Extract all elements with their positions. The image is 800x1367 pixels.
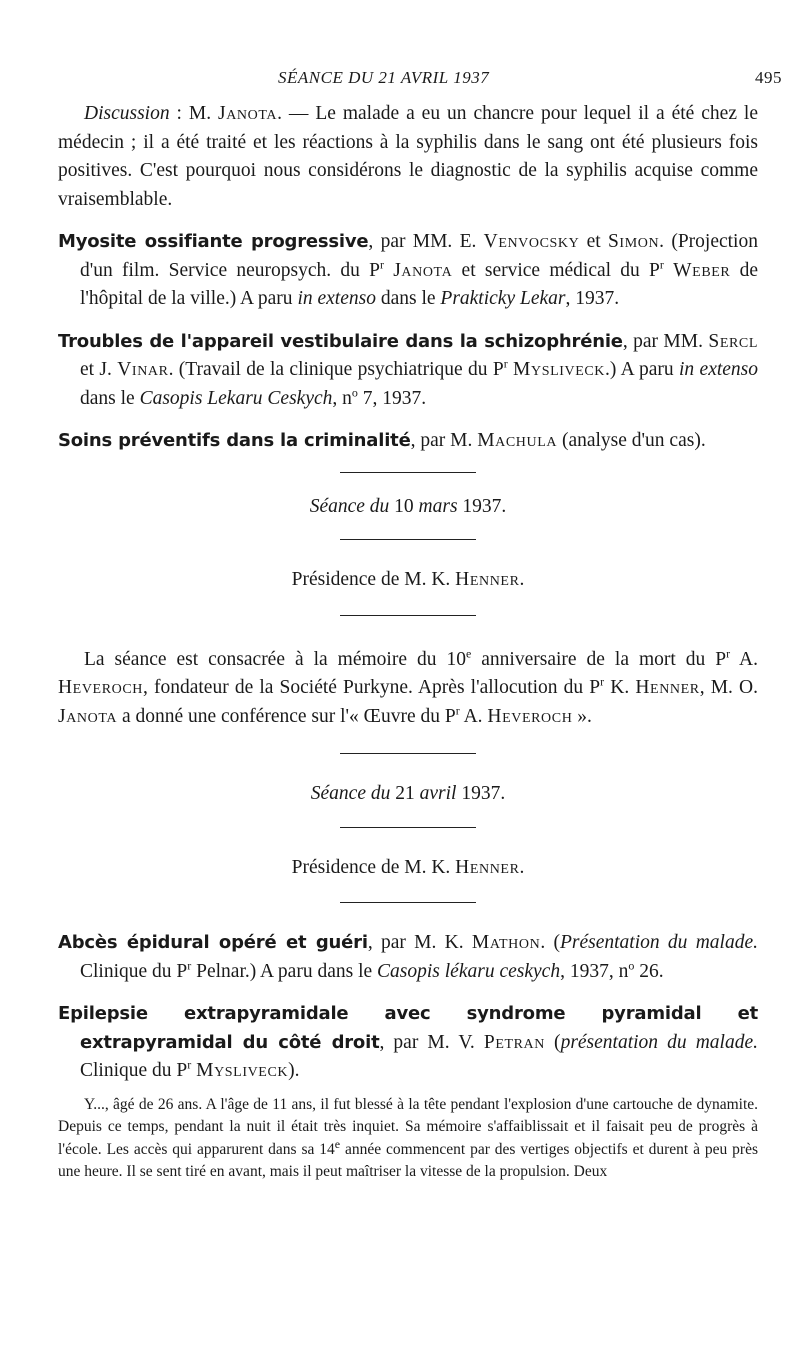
text-run: . (Travail de la clinique psychiatrique du P [168,359,504,380]
author-name: Janota [218,103,278,124]
communication-entry [58,427,758,456]
session-day: 10 [389,495,419,517]
italic-text: présentation du malade. [560,1031,758,1053]
text-run: , par MM. [622,330,709,352]
communication-entry [58,328,758,414]
superscript: r [726,646,731,660]
text-run: , fondateur de la Société Purkyne. Après l'allocution du P [143,677,601,698]
author-name: Vinar [117,359,169,380]
text-run: La séance est consacrée à la mémoire du 10 [84,648,466,670]
superscript: r [187,1057,192,1072]
text-run: , par M. K. [367,932,472,953]
text-run: : M. [169,103,219,124]
text-run: , M. O. [699,677,759,698]
text-run: , 1937. [565,288,620,309]
section-rule [340,472,476,473]
text-run: ». [572,705,592,727]
session-year: 1937. [456,783,506,804]
session-month: avril [419,783,457,804]
text-run: . [519,856,525,878]
superscript: r [503,356,508,371]
italic-text: in extenso [297,288,376,309]
text-run: A. [730,648,758,670]
text-run: , par M. [410,430,478,451]
superscript: e [465,646,472,660]
author-name: Mysliveck [196,1060,289,1081]
text-run: ( [544,1031,561,1053]
communication-title: Troubles de l'appareil vestibulaire dans la schizophrénie [58,330,623,352]
author-name: Janota [393,259,453,281]
author-name: Mysliveck [513,359,606,380]
text-run: a donné une conférence sur l'« Œuvre du P [117,705,456,727]
superscript: r [187,958,192,972]
text-run: année commencent par des vertiges objectifs et durent à peu près une heure. Il se sent tiré en avant, mais il peut maîtriser la vitesse de la propulsion. Deux [58,1140,759,1180]
presidence-line [58,854,758,883]
communication-title: Epilepsie extrapyramidale avec syndrome pyramidal et extrapyramidal du côté droit [58,1003,758,1053]
superscript: r [600,674,605,689]
president-name: Henner [455,569,520,590]
section-rule [340,539,476,540]
section-rule [340,615,476,616]
communication-entry [58,228,758,314]
author-name: Heveroch [487,705,573,727]
italic-text: Présentation du malade. [559,932,758,953]
running-title: SÉANCE DU 21 AVRIL 1937 [278,68,490,87]
memorial-paragraph [58,646,758,732]
section-rule [340,827,476,828]
text-run: , 1937, n [560,960,629,982]
text-run: et J. [80,359,118,380]
communication-entry [58,1000,758,1086]
page-number: 495 [755,68,782,87]
running-head [0,62,800,92]
discussion-text: . — Le malade a eu un chancre pour lequel il a été chez le médecin ; il a été traité et les réactions à la syphilis dans le sang ont été plusieurs fois positives. C'est pourquoi nous considérons le diagnostic de la syphilis acquise comme vraisemblable. [58,103,758,210]
page-content [58,100,758,1184]
communication-title: Soins préventifs dans la criminalité [58,430,411,451]
author-name: Sercl [708,330,759,352]
text-run: 7, 1937. [357,387,427,409]
text-run: anniversaire de la mort du P [471,648,727,670]
communication-title: Abcès épidural opéré et guéri [58,932,368,953]
author-name: Heveroch [58,677,143,698]
communication-title: Myosite ossifiante progressive [58,231,369,252]
text-run: Présidence de M. K. [291,569,456,590]
text-run: Pelnar.) A paru dans le [191,960,378,982]
discussion-paragraph [58,100,758,214]
presidence-line [58,566,758,595]
text-run: dans le [375,288,441,309]
author-name: Henner [635,677,700,698]
author-name: Venvocsky [483,231,580,252]
superscript: o [628,958,635,972]
session-month: mars [418,495,458,517]
text-run: Présidence de M. K. [291,856,456,878]
session-label: Séance du [309,495,390,517]
author-name: Weber [673,259,731,281]
text-run: . [519,569,525,590]
superscript: r [455,703,460,717]
italic-text: in extenso [679,359,759,380]
journal-name: Prakticky Lekar [440,288,566,309]
text-run: . ( [540,932,560,953]
author-name: Janota [58,705,118,727]
text-run: ). [288,1060,300,1081]
text-run: 26. [634,960,664,982]
text-run: et [579,231,608,252]
discussion-label: Discussion [84,103,170,124]
author-name: Petran [483,1031,545,1053]
text-run: . (Projection d'un film. Service neuropsych. du P [80,231,758,281]
section-rule [340,902,476,903]
journal-name: Casopis Lekaru Ceskych [139,387,333,409]
author-name: Machula [477,430,558,451]
session-day: 21 [390,783,420,804]
author-name: Mathon [471,932,541,953]
superscript: o [351,385,358,399]
section-rule [340,753,476,754]
text-run [384,260,393,281]
text-run: , par MM. E. [368,231,484,252]
communication-entry [58,929,758,986]
text-run [664,260,673,281]
text-run: Y..., âgé de 26 ans. A l'âge de 11 ans, il fut blessé à la tête pendant l'explosion d'une cartouche de dynamite. Depuis ce temps, pendant la nuit il était très inquiet. Sa mémoire s'affaiblissait et il faisait peu de progrès à l'école. Les accès qui apparurent dans sa 14 [58,1095,758,1158]
president-name: Henner [455,856,520,878]
text-run: K. [604,677,636,698]
session-year: 1937. [457,495,507,517]
session-heading [58,780,758,809]
text-run: de l'hôpital de la ville.) A paru [80,259,758,309]
text-run: .) A paru [605,359,680,380]
text-run: (analyse d'un cas). [557,430,706,451]
session-label: Séance du [310,783,391,804]
text-run: Clinique du P [80,960,188,982]
text-run: Clinique du P [80,1060,188,1081]
text-run: , par M. V. [379,1031,484,1053]
text-run: , n [332,387,352,409]
case-paragraph [58,1094,758,1184]
superscript: r [659,257,664,271]
text-run: A. [459,705,488,727]
text-run: dans le [80,387,140,409]
text-run: et service médical du P [452,259,660,281]
session-heading [58,493,758,522]
author-name: Simon [607,231,660,252]
case-report [58,1094,758,1184]
superscript: r [379,257,384,271]
journal-name: Casopis lékaru ceskych [377,960,561,982]
superscript: e [334,1136,341,1151]
